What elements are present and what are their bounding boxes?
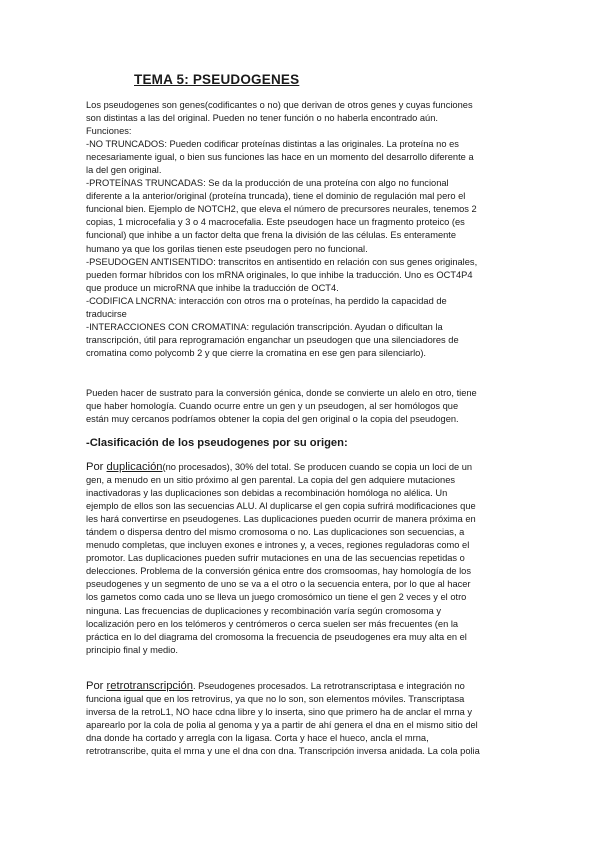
duplicacion-first-line <box>86 461 518 474</box>
duplicacion-prefix: Por <box>86 461 107 473</box>
text-line: promotor. Las duplicaciones pueden sufrir mutaciones en una de las secuencias repetidas o <box>86 553 465 564</box>
text-line: gen, a menudo en un sitio próximo al gen parental. La copia del gen adquiere mutaciones <box>86 475 456 486</box>
text-line: -CODIFICA LNCRNA: interacción con otros rna o proteínas, ha perdido la capacidad de <box>86 295 447 306</box>
text-line: ejemplo de ellos son las secuencias ALU. Al duplicarse el gen copia sufrirá modificaciones que <box>86 501 476 512</box>
text-line: Funciones: <box>86 126 132 137</box>
text-line: retrotranscribe, quita el mrna y une el dna con dna. Transcripción inversa anidada. La cola polia <box>86 746 480 757</box>
text-line: aparearlo por la cola de polia al genoma y ya a partir de ahí genera el dna en el mismo sitio del <box>86 720 478 731</box>
text-line: los gametos como cada uno se lleva un juego cromosómico un tiene el gen 2 veces y el otro <box>86 592 467 603</box>
text-line: tándem o dispersa dentro del mismo cromosoma o no. Las duplicaciones son secuencias, a <box>86 527 465 538</box>
text-line: práctica en lo del diagrama del cromosoma la frecuencia de pseudogenes era muy alta en el <box>86 631 467 642</box>
text-line: pueden formar híbridos con los mRNA originales, lo que inhibe la traducción. Uno es OCT4P4 <box>86 269 473 280</box>
text-line: -PSEUDOGEN ANTISENTIDO: transcritos en antisentido en relación con sus genes originales, <box>86 256 478 267</box>
text-line: humano ya que los gorilas tienen este pseudogen pero no funcional. <box>86 243 368 254</box>
text-line: la del gen original. <box>86 165 162 176</box>
text-line: transcripción, útil para reprogramación enganchar un pseudogen que una silenciadores de <box>86 334 459 345</box>
text-line: ninguna. Las frecuencias de duplicaciones y recombinación varía según cromosoma y <box>86 605 442 616</box>
text-line: les hará convertirse en pseudogenes. Las duplicaciones pueden ocurrir de manera próxima en <box>86 514 476 525</box>
retro-prefix: Por <box>86 680 107 692</box>
text-line: funcional bien. Ejemplo de NOTCH2, que eleva el número de precursores neurales, tenemos 2 <box>86 204 477 215</box>
duplicacion-term: duplicación <box>106 461 163 473</box>
text-line: son distintas a las del original. Pueden no tener función o no haberla encontrado aún. <box>86 113 438 124</box>
text-line: que produce un microRNA que inhibe la traducción de OCT4. <box>86 282 339 293</box>
text-line: menudo completas, que incluyen exones e intrones y, a veces, regiones reguladoras como el <box>86 540 470 551</box>
duplicacion-section <box>86 461 518 657</box>
text-line: copias, 1 microcefalia y 3 o 4 macrocefalia. Este pseudogen hace un fragmento proteico (es <box>86 217 465 228</box>
text-line: inactivadoras y las duplicaciones son debidas a recombinación homóloga no alélica. Un <box>86 488 448 499</box>
text-line: funcional) que inhibe a un factor delta que frena la división de las células. Es enteramente <box>86 230 457 241</box>
duplicacion-first-line-rest: (no procesados), 30% del total. Se producen cuando se copia un loci de un <box>162 462 473 472</box>
text-line: -PROTEÍNAS TRUNCADAS: Se da la producción de una proteína con algo no funcional <box>86 178 449 189</box>
sustrato-paragraph <box>86 387 518 426</box>
text-line: principio final y medio. <box>86 644 178 655</box>
text-line: pseudogenes y un segmento de uno se va a el otro o la secuencia entera, por lo que al hacer <box>86 579 471 590</box>
text-line: Pueden hacer de sustrato para la conversión génica, donde se convierte un alelo en otro, tiene <box>86 388 477 398</box>
text-line: Los pseudogenes son genes(codificantes o no) que derivan de otros genes y cuyas funciones <box>86 100 473 110</box>
text-line: funciona igual que en los retrovirus, ya que no lo son, son elementos móviles. Transcriptasa <box>86 694 465 705</box>
retro-first-line <box>86 680 518 693</box>
text-line: cromatina como polycomb 2 y que cierre la cromatina en ese gen para silenciarlo). <box>86 347 427 358</box>
retrotranscripcion-section <box>86 680 518 758</box>
text-line: -NO TRUNCADOS: Pueden codificar proteínas distintas a las originales. La proteína no es <box>86 139 459 150</box>
text-line: dna donde ha cortado y arregla con la ligasa. Corta y hace el hueco, ancla el mrna, <box>86 733 429 744</box>
text-line: traducirse <box>86 308 127 319</box>
text-line: que haber homología. Cuando ocurre entre un gen y un pseudogen, al ser homólogos que <box>86 401 459 412</box>
text-line: diferente a la anterior/original (proteína truncada), tiene el dominio de regulación mal pero el <box>86 191 466 202</box>
text-line: necesariamente igual, o bien sus funciones las hace en un momento del desarrollo diferente a <box>86 152 474 163</box>
retro-term: retrotranscripción <box>106 680 193 692</box>
text-line: están muy cercanos podríamos obtener la copia del gen original o la copia del pseudogen. <box>86 414 459 425</box>
page-title: TEMA 5: PSEUDOGENES <box>134 72 300 87</box>
text-line: localización pero en los telómeros y centrómeros o cerca suelen ser más frecuentes (en la <box>86 618 459 629</box>
retro-first-line-rest: . Pseudogenes procesados. La retrotranscriptasa e integración no <box>192 681 465 691</box>
clasificacion-heading: -Clasificación de los pseudogenes por su origen: <box>86 437 348 449</box>
text-line: -INTERACCIONES CON CROMATINA: regulación transcripción. Ayudan o dificultan la <box>86 321 443 332</box>
intro-paragraphs <box>86 99 518 360</box>
text-line: delecciones. Problema de la conversión génica entre dos cromsoomas, hay homología de los <box>86 566 472 577</box>
text-line: inversa de la retroL1, NO hace cdna libre y lo inserta, sino que primero ha de anclar el mrna y <box>86 707 473 718</box>
